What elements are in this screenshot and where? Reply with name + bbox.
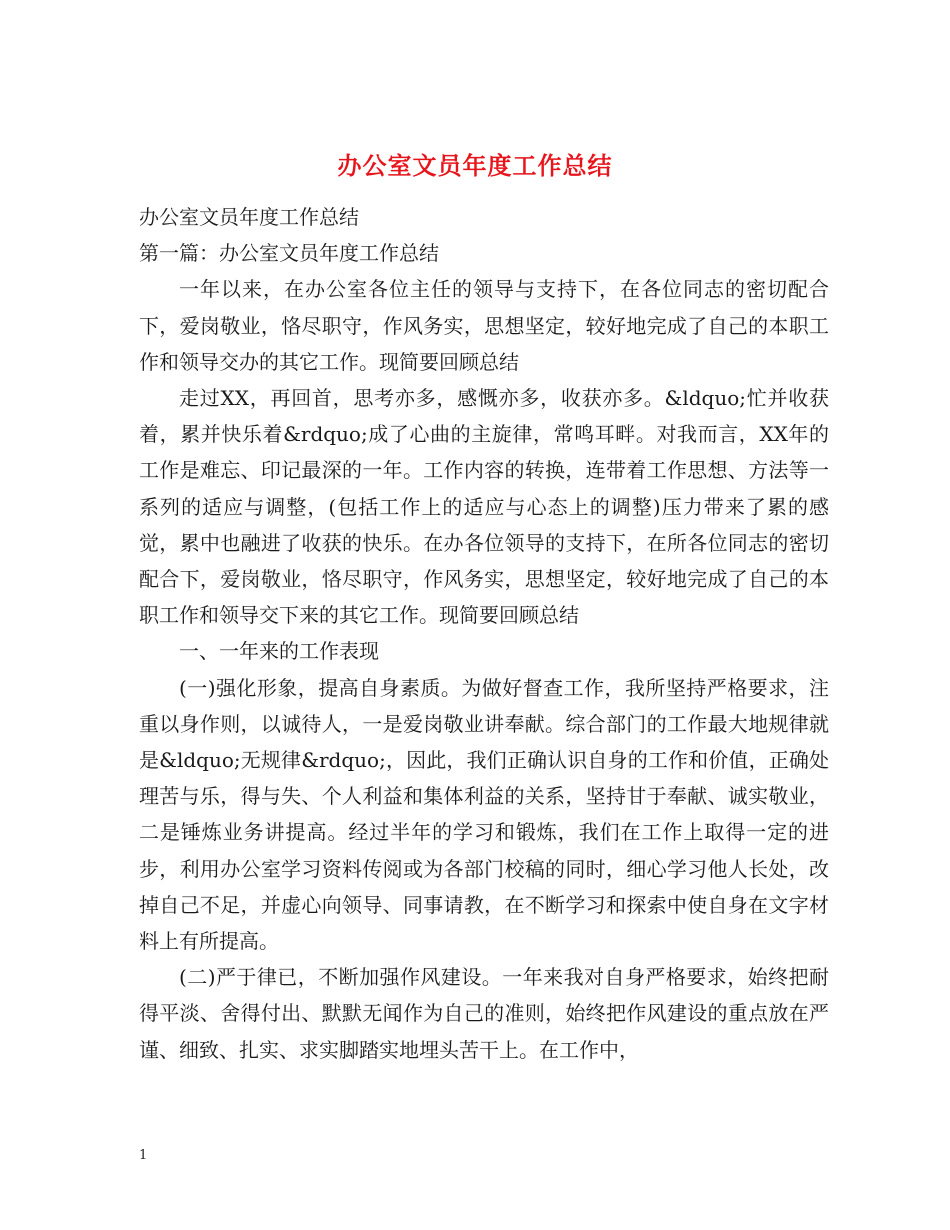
- document-body: [139, 199, 829, 1068]
- paragraph-4: 走过XX，再回首，思考亦多，感慨亦多，收获亦多。&ldquo;忙并收获着，累并快乐着&rdquo;成了心曲的主旋律，常鸣耳畔。对我而言，XX年的工作是难忘、印记最深的一年。工作内容的转换，连带着工作思想、方法等一系列的适应与调整，(包括工作上的适应与心态上的调整)压力带来了累的感觉，累中也融进了收获的快乐。在办各位领导的支持下，在所各位同志的密切配合下，爱岗敬业，恪尽职守，作风务实，思想坚定，较好地完成了自己的本职工作和领导交下来的其它工作。现简要回顾总结: [139, 386, 829, 628]
- page-number: 1: [139, 1148, 148, 1163]
- paragraph-3: 一年以来，在办公室各位主任的领导与支持下，在各位同志的密切配合下，爱岗敬业，恪尽职守，作风务实，思想坚定，较好地完成了自己的本职工作和领导交办的其它工作。现简要回顾总结: [139, 277, 829, 374]
- section-heading: 一、一年来的工作表现: [179, 639, 379, 664]
- page-title: 办公室文员年度工作总结: [337, 152, 613, 181]
- paragraph-1: 办公室文员年度工作总结: [139, 205, 359, 229]
- paragraph-6: (二)严于律已，不断加强作风建设。一年来我对自身严格要求，始终把耐得平淡、舍得付出、默默无闻作为自己的准则，始终把作风建设的重点放在严谨、细致、扎实、求实脚踏实地埋头苦干上。在工作中，: [139, 965, 829, 1062]
- paragraph-5: (一)强化形象，提高自身素质。为做好督查工作，我所坚持严格要求，注重以身作则，以诚待人，一是爱岗敬业讲奉献。综合部门的工作最大地规律就是&ldquo;无规律&rdquo;，因此，我们正确认识自身的工作和价值，正确处理苦与乐，得与失、个人利益和集体利益的关系，坚持甘于奉献、诚实敬业，二是锤炼业务讲提高。经过半年的学习和锻炼，我们在工作上取得一定的进步，利用办公室学习资料传阅或为各部门校稿的同时，细心学习他人长处，改掉自己不足，并虚心向领导、同事请教，在不断学习和探索中使自身在文字材料上有所提高。: [139, 675, 829, 954]
- paragraph-2: 第一篇：办公室文员年度工作总结: [139, 241, 439, 266]
